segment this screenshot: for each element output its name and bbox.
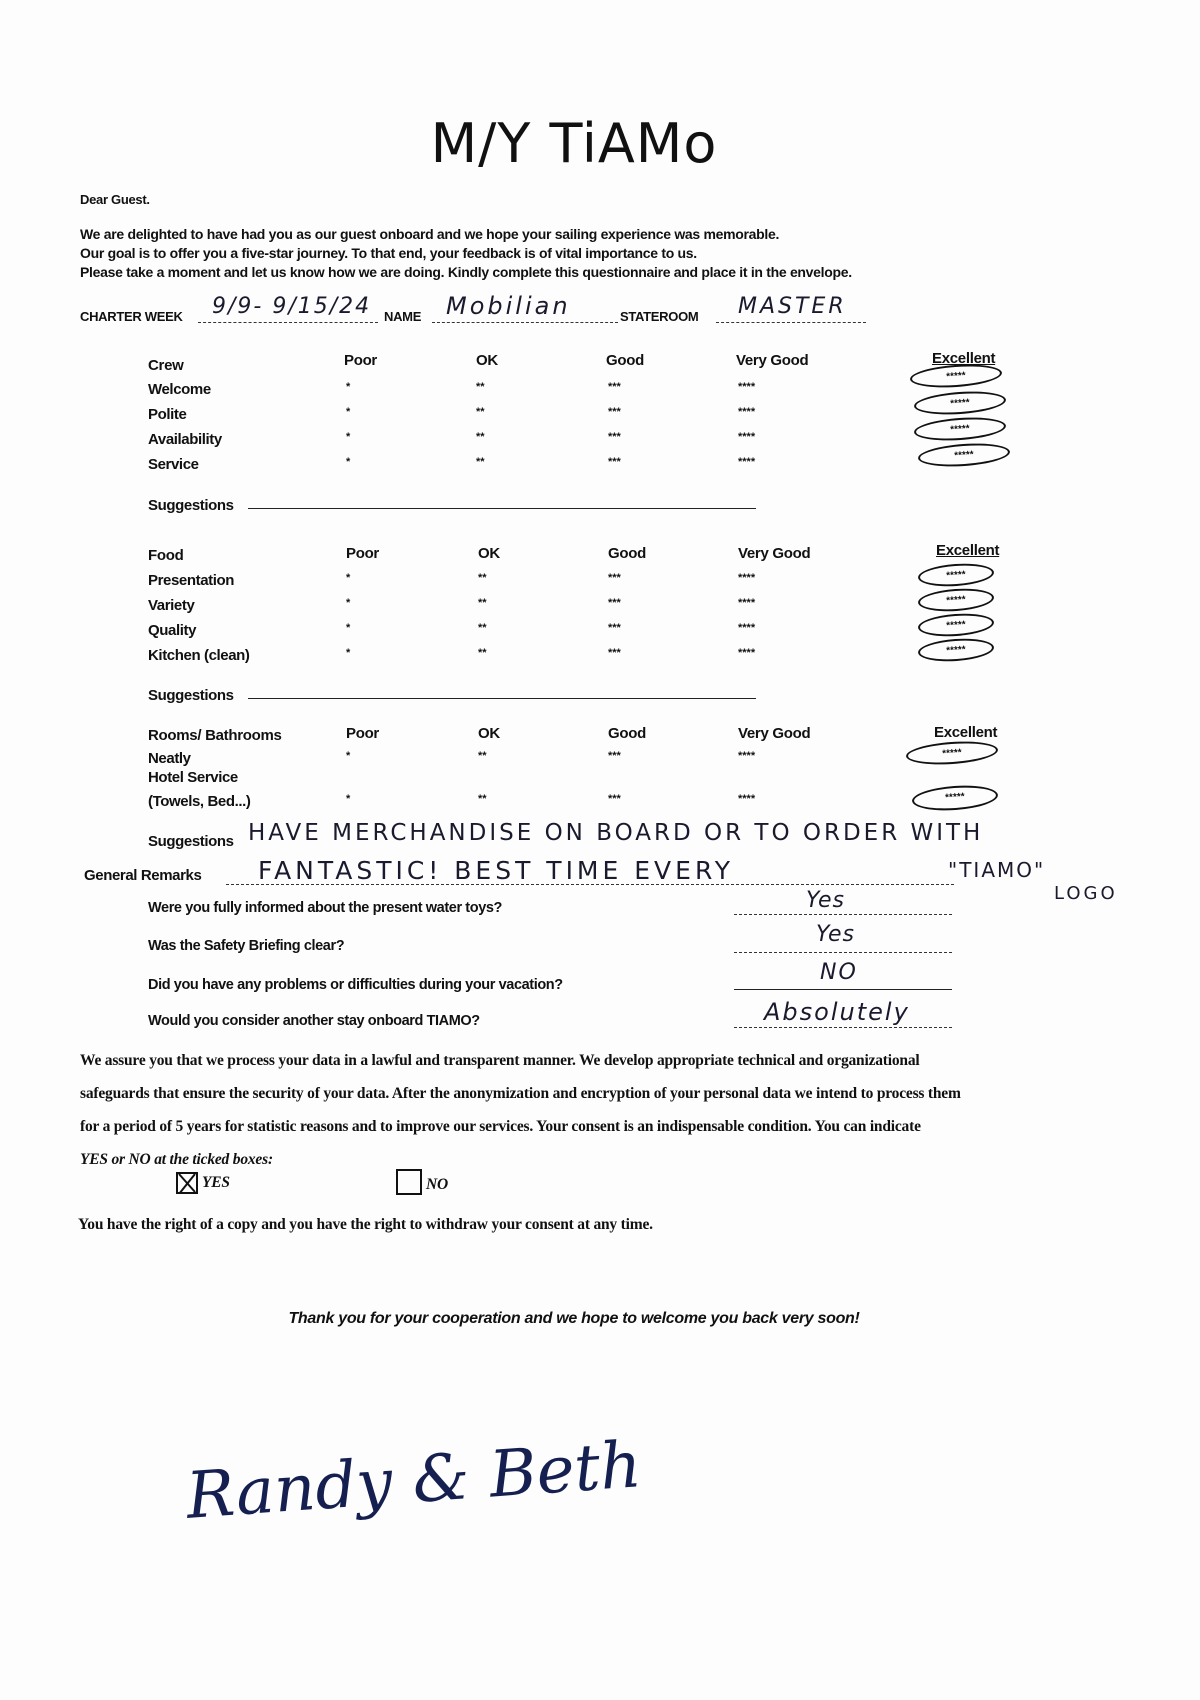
section-title-rooms: Rooms/ Bathrooms xyxy=(148,727,282,744)
col-ok: OK xyxy=(478,545,500,562)
excellent-circled[interactable]: ***** xyxy=(917,561,994,588)
question-safety-briefing: Was the Safety Briefing clear? xyxy=(148,938,345,954)
col-poor: Poor xyxy=(346,545,379,562)
crew-item-welcome: Welcome xyxy=(148,381,211,398)
food-item-quality: Quality xyxy=(148,622,197,639)
star-very-good: **** xyxy=(738,793,756,805)
name-value[interactable]: Mobilian xyxy=(446,292,571,320)
food-item-variety: Variety xyxy=(148,597,195,614)
section-title-crew: Crew xyxy=(148,357,184,374)
star-very-good: **** xyxy=(738,381,756,393)
star-very-good: **** xyxy=(738,456,756,468)
answer-safety-briefing[interactable]: Yes xyxy=(816,922,856,947)
star-very-good: **** xyxy=(738,406,756,418)
star-poor: * xyxy=(346,647,351,659)
star-ok: ** xyxy=(478,750,487,762)
stateroom-label: STATEROOM xyxy=(620,309,699,324)
crew-suggestions-line[interactable] xyxy=(248,508,756,509)
page-title: M/Y TiAMo xyxy=(430,112,718,175)
col-ok: OK xyxy=(476,352,498,369)
excellent-circled[interactable]: ***** xyxy=(917,611,994,638)
excellent-circled[interactable]: ***** xyxy=(911,783,998,813)
question-problems: Did you have any problems or difficulties during your vacation? xyxy=(148,977,563,993)
stateroom-value[interactable]: MASTER xyxy=(738,294,847,319)
excellent-circled[interactable]: ***** xyxy=(917,586,994,613)
col-poor: Poor xyxy=(344,352,377,369)
consent-no-label: NO xyxy=(426,1176,448,1193)
food-item-kitchen: Kitchen (clean) xyxy=(148,647,250,664)
star-poor: * xyxy=(346,381,351,393)
star-very-good: **** xyxy=(738,431,756,443)
star-ok: ** xyxy=(478,597,487,609)
col-good: Good xyxy=(606,352,644,369)
rooms-suggestion-value[interactable]: HAVE MERCHANDISE ON BOARD OR TO ORDER WITH xyxy=(248,820,984,846)
rooms-item-towels: (Towels, Bed...) xyxy=(148,793,251,810)
rights-text: You have the right of a copy and you have the right to withdraw your consent at any time. xyxy=(78,1216,653,1233)
star-good: *** xyxy=(608,647,621,659)
answer-line xyxy=(734,1027,952,1028)
star-poor: * xyxy=(346,622,351,634)
excellent-circled[interactable]: ***** xyxy=(905,739,998,767)
legal-line-4: YES or NO at the ticked boxes: xyxy=(80,1151,273,1168)
section-title-food: Food xyxy=(148,547,184,564)
star-very-good: **** xyxy=(738,597,756,609)
star-poor: * xyxy=(346,406,351,418)
intro-line-2: Our goal is to offer you a five-star journey. To that end, your feedback is of vital importance to us. xyxy=(80,245,697,261)
star-good: *** xyxy=(608,572,621,584)
rooms-item-hotel-service: Hotel Service xyxy=(148,769,238,786)
star-very-good: **** xyxy=(738,572,756,584)
star-good: *** xyxy=(608,622,621,634)
star-ok: ** xyxy=(476,431,485,443)
star-ok: ** xyxy=(478,793,487,805)
crew-item-polite: Polite xyxy=(148,406,187,423)
col-excellent: Excellent xyxy=(936,542,1000,559)
star-ok: ** xyxy=(476,456,485,468)
star-poor: * xyxy=(346,793,351,805)
answer-water-toys[interactable]: Yes xyxy=(806,888,846,913)
food-suggestions-line[interactable] xyxy=(248,698,756,699)
star-good: *** xyxy=(608,750,621,762)
rooms-item-neatly: Neatly xyxy=(148,750,191,767)
question-water-toys: Were you fully informed about the present water toys? xyxy=(148,900,502,916)
legal-line-3: for a period of 5 years for statistic reasons and to improve our services. Your consent is an indispensable condition. You can indicate xyxy=(80,1118,921,1135)
star-poor: * xyxy=(346,750,351,762)
margin-note-tiamo: "TIAMO" xyxy=(948,858,1046,882)
star-very-good: **** xyxy=(738,622,756,634)
answer-problems[interactable]: NO xyxy=(820,960,858,985)
name-label: NAME xyxy=(384,309,422,324)
excellent-circled[interactable]: ***** xyxy=(917,636,994,663)
general-remarks-label: General Remarks xyxy=(84,867,202,884)
star-ok: ** xyxy=(476,381,485,393)
star-poor: * xyxy=(346,456,351,468)
answer-line xyxy=(734,914,952,915)
stateroom-line xyxy=(716,322,866,323)
check-x-icon xyxy=(176,1172,198,1194)
excellent-circled[interactable]: ***** xyxy=(917,441,1010,469)
star-very-good: **** xyxy=(738,750,756,762)
charter-week-label: CHARTER WEEK xyxy=(80,309,183,324)
col-excellent: Excellent xyxy=(934,724,998,741)
star-ok: ** xyxy=(478,647,487,659)
col-very-good: Very Good xyxy=(736,352,809,369)
col-good: Good xyxy=(608,725,646,742)
rooms-suggestions-label: Suggestions xyxy=(148,833,234,850)
crew-suggestions-label: Suggestions xyxy=(148,497,234,514)
star-good: *** xyxy=(608,793,621,805)
star-good: *** xyxy=(608,381,621,393)
star-good: *** xyxy=(608,431,621,443)
star-poor: * xyxy=(346,572,351,584)
consent-yes-checkbox[interactable] xyxy=(176,1172,198,1194)
star-very-good: **** xyxy=(738,647,756,659)
col-excellent: Excellent xyxy=(932,350,996,367)
question-another-stay: Would you consider another stay onboard TIAMO? xyxy=(148,1013,480,1029)
star-good: *** xyxy=(608,597,621,609)
food-item-presentation: Presentation xyxy=(148,572,235,589)
answer-line xyxy=(734,989,952,990)
excellent-circled[interactable]: ***** xyxy=(913,415,1006,443)
col-very-good: Very Good xyxy=(738,725,811,742)
col-very-good: Very Good xyxy=(738,545,811,562)
star-good: *** xyxy=(608,406,621,418)
charter-week-line xyxy=(198,322,378,323)
col-good: Good xyxy=(608,545,646,562)
greeting: Dear Guest. xyxy=(80,192,150,207)
legal-line-1: We assure you that we process your data in a lawful and transparent manner. We develop appropriate technical and organizational xyxy=(80,1052,920,1069)
charter-week-value[interactable]: 9/9- 9/15/24 xyxy=(212,294,372,319)
name-line xyxy=(432,322,618,323)
crew-item-availability: Availability xyxy=(148,431,222,448)
star-ok: ** xyxy=(478,572,487,584)
food-suggestions-label: Suggestions xyxy=(148,687,234,704)
answer-line xyxy=(734,952,952,953)
consent-yes-label: YES xyxy=(202,1174,230,1191)
excellent-circled[interactable]: ***** xyxy=(913,389,1006,417)
intro-line-1: We are delighted to have had you as our guest onboard and we hope your sailing experience was memorable. xyxy=(80,226,780,242)
intro-line-3: Please take a moment and let us know how we are doing. Kindly complete this questionnaire and place it in the envelope. xyxy=(80,264,852,280)
signature: Randy & Beth xyxy=(183,1428,644,1534)
consent-no-checkbox[interactable] xyxy=(396,1169,422,1195)
crew-item-service: Service xyxy=(148,456,199,473)
star-good: *** xyxy=(608,456,621,468)
col-poor: Poor xyxy=(346,725,379,742)
thanks-message: Thank you for your cooperation and we hope to welcome you back very soon! xyxy=(288,1310,860,1327)
star-ok: ** xyxy=(478,622,487,634)
star-ok: ** xyxy=(476,406,485,418)
margin-note-logo: LOGO xyxy=(1054,883,1118,904)
star-poor: * xyxy=(346,597,351,609)
general-remarks-value[interactable]: FANTASTIC! BEST TIME EVERY xyxy=(258,856,734,885)
answer-another-stay[interactable]: Absolutely xyxy=(764,998,910,1026)
col-ok: OK xyxy=(478,725,500,742)
excellent-circled[interactable]: ***** xyxy=(909,362,1002,390)
star-poor: * xyxy=(346,431,351,443)
legal-line-2: safeguards that ensure the security of your data. After the anonymization and encryption of your personal data we intend to process them xyxy=(80,1085,961,1102)
